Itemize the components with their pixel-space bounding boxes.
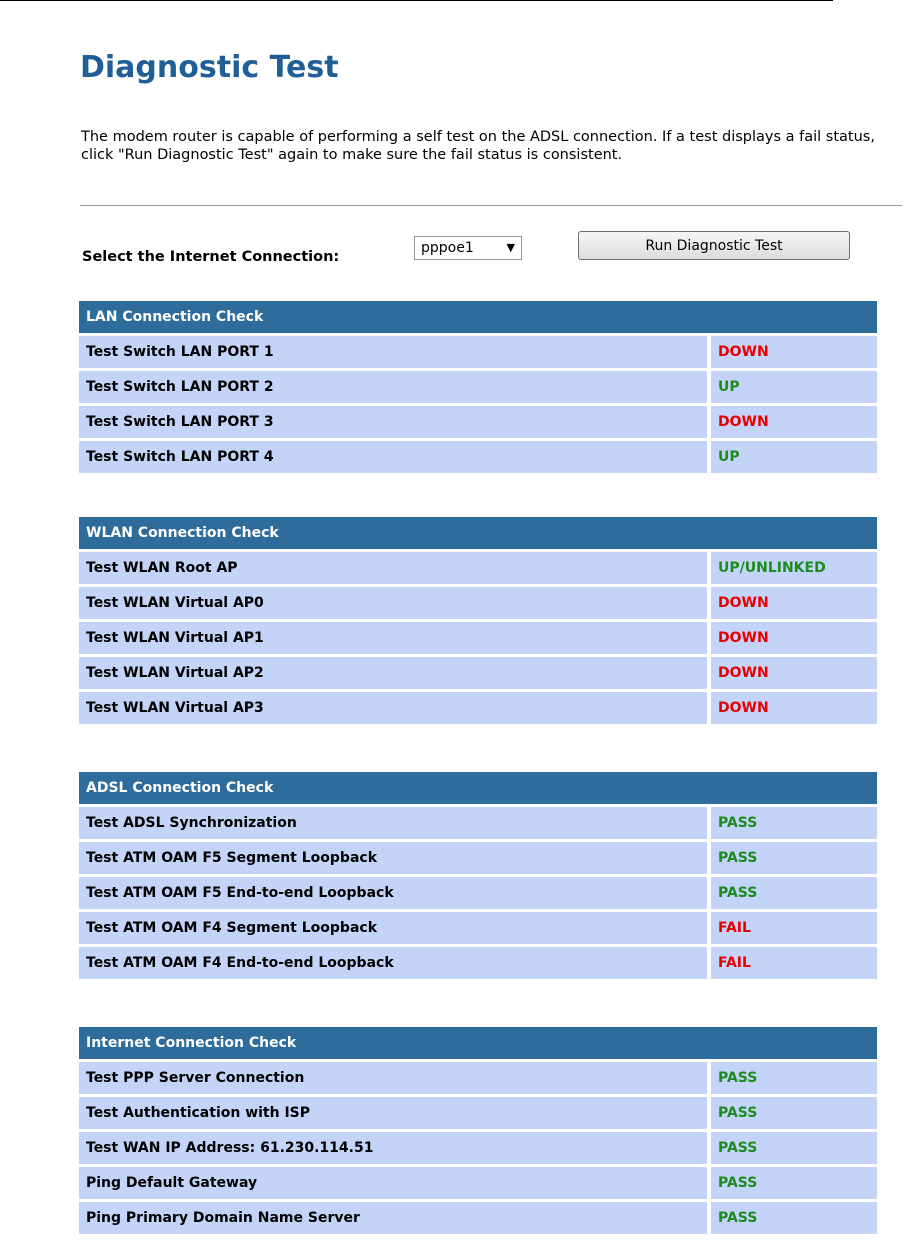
test-name: Test WLAN Virtual AP3 — [79, 692, 711, 724]
status-badge: UP — [711, 441, 877, 473]
table-row — [79, 842, 877, 874]
table-header-row — [79, 772, 877, 804]
run-diagnostic-test-button[interactable]: Run Diagnostic Test — [578, 231, 850, 260]
status-badge: PASS — [711, 1132, 877, 1164]
status-badge: DOWN — [711, 622, 877, 654]
status-badge: UP — [711, 371, 877, 403]
internet-connection-check-table — [79, 1024, 877, 1237]
status-badge: PASS — [711, 877, 877, 909]
adsl-connection-check-table — [79, 769, 877, 982]
section-title: WLAN Connection Check — [79, 517, 877, 549]
table-header-row — [79, 301, 877, 333]
status-badge: UP/UNLINKED — [711, 552, 877, 584]
status-badge: PASS — [711, 1097, 877, 1129]
test-name: Test WAN IP Address: 61.230.114.51 — [79, 1132, 711, 1164]
status-badge: FAIL — [711, 912, 877, 944]
test-name: Test ADSL Synchronization — [79, 807, 711, 839]
table-row — [79, 692, 877, 724]
table-row — [79, 406, 877, 438]
page-title: Diagnostic Test — [80, 50, 339, 85]
test-name: Test PPP Server Connection — [79, 1062, 711, 1094]
table-row — [79, 371, 877, 403]
test-name: Test WLAN Virtual AP2 — [79, 657, 711, 689]
test-name: Test ATM OAM F4 End-to-end Loopback — [79, 947, 711, 979]
table-header-row — [79, 1027, 877, 1059]
table-row — [79, 587, 877, 619]
test-name: Test Switch LAN PORT 4 — [79, 441, 711, 473]
test-name: Test WLAN Root AP — [79, 552, 711, 584]
table-row — [79, 1062, 877, 1094]
test-name: Ping Primary Domain Name Server — [79, 1202, 711, 1234]
test-name: Test ATM OAM F4 Segment Loopback — [79, 912, 711, 944]
status-badge: DOWN — [711, 406, 877, 438]
test-name: Ping Default Gateway — [79, 1167, 711, 1199]
test-name: Test WLAN Virtual AP1 — [79, 622, 711, 654]
status-badge: PASS — [711, 1062, 877, 1094]
test-name: Test ATM OAM F5 Segment Loopback — [79, 842, 711, 874]
divider — [80, 205, 902, 206]
table-row — [79, 441, 877, 473]
table-row — [79, 622, 877, 654]
section-title: Internet Connection Check — [79, 1027, 877, 1059]
connection-select[interactable] — [414, 236, 522, 260]
table-row — [79, 1202, 877, 1234]
wlan-connection-check-table — [79, 514, 877, 727]
table-row — [79, 552, 877, 584]
test-name: Test Switch LAN PORT 2 — [79, 371, 711, 403]
table-row — [79, 1167, 877, 1199]
table-row — [79, 657, 877, 689]
table-header-row — [79, 517, 877, 549]
table-row — [79, 1097, 877, 1129]
status-badge: DOWN — [711, 336, 877, 368]
chevron-down-icon: ▼ — [506, 241, 515, 254]
test-name: Test ATM OAM F5 End-to-end Loopback — [79, 877, 711, 909]
connection-select-value: pppoe1 — [421, 240, 474, 256]
status-badge: PASS — [711, 842, 877, 874]
page-description: The modem router is capable of performing a self test on the ADSL connection. If a test displays a fail status, click "Run Diagnostic Test" again to make sure the fail status is consistent. — [81, 129, 875, 163]
status-badge: PASS — [711, 1202, 877, 1234]
test-name: Test Switch LAN PORT 1 — [79, 336, 711, 368]
status-badge: DOWN — [711, 587, 877, 619]
section-title: ADSL Connection Check — [79, 772, 877, 804]
table-row — [79, 947, 877, 979]
test-name: Test WLAN Virtual AP0 — [79, 587, 711, 619]
top-rule — [0, 0, 833, 1]
status-badge: PASS — [711, 807, 877, 839]
status-badge: PASS — [711, 1167, 877, 1199]
status-badge: FAIL — [711, 947, 877, 979]
table-row — [79, 877, 877, 909]
status-badge: DOWN — [711, 692, 877, 724]
table-row — [79, 807, 877, 839]
lan-connection-check-table — [79, 298, 877, 476]
table-row — [79, 1132, 877, 1164]
status-badge: DOWN — [711, 657, 877, 689]
test-name: Test Switch LAN PORT 3 — [79, 406, 711, 438]
table-row — [79, 336, 877, 368]
connection-label: Select the Internet Connection: — [82, 249, 340, 265]
table-row — [79, 912, 877, 944]
section-title: LAN Connection Check — [79, 301, 877, 333]
test-name: Test Authentication with ISP — [79, 1097, 711, 1129]
